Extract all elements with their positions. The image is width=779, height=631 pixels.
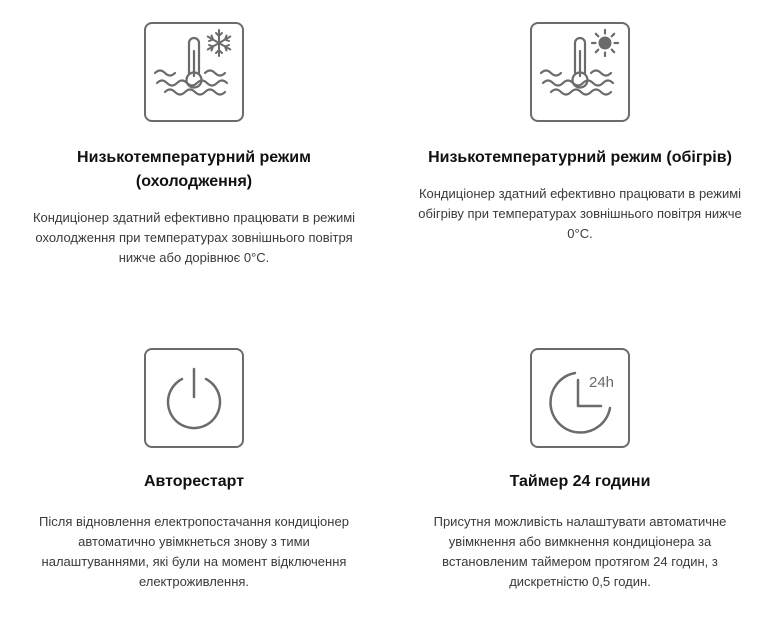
feature-auto-restart (4, 348, 384, 592)
feature-low-temp-heating (390, 22, 770, 244)
feature-description: Присутня можливість налаштувати автоматичне увімкнення або вимкнення кондиціонера за встановленим таймером протягом 24 годин, з дискретністю 0,5 годин. (433, 514, 727, 589)
feature-title: Таймер 24 години (509, 473, 651, 490)
thermometer-sun-icon (530, 22, 630, 122)
feature-low-temp-cooling (4, 22, 384, 268)
timer-label: 24h (589, 374, 615, 391)
feature-description: Кондиціонер здатний ефективно працювати в режимі охолодження при температурах зовнішнього повітря нижче або дорівнює 0°С. (32, 210, 356, 265)
feature-title: Низькотемпературний режим (охолодження) (77, 149, 311, 190)
thermometer-snowflake-icon (144, 22, 244, 122)
timer-24h-icon (530, 348, 630, 448)
feature-description: Кондиціонер здатний ефективно працювати в режимі обігріву при температурах зовнішнього повітря нижче 0°С. (418, 186, 742, 241)
feature-description: Після відновлення електропостачання кондиціонер автоматично увімкнеться знову з тими налаштуваннями, які були на момент відключення електроживлення. (39, 514, 349, 589)
feature-title: Низькотемпературний режим (обігрів) (428, 149, 732, 166)
power-icon (144, 348, 244, 448)
feature-title: Авторестарт (143, 473, 245, 490)
feature-timer-24h (390, 348, 770, 592)
